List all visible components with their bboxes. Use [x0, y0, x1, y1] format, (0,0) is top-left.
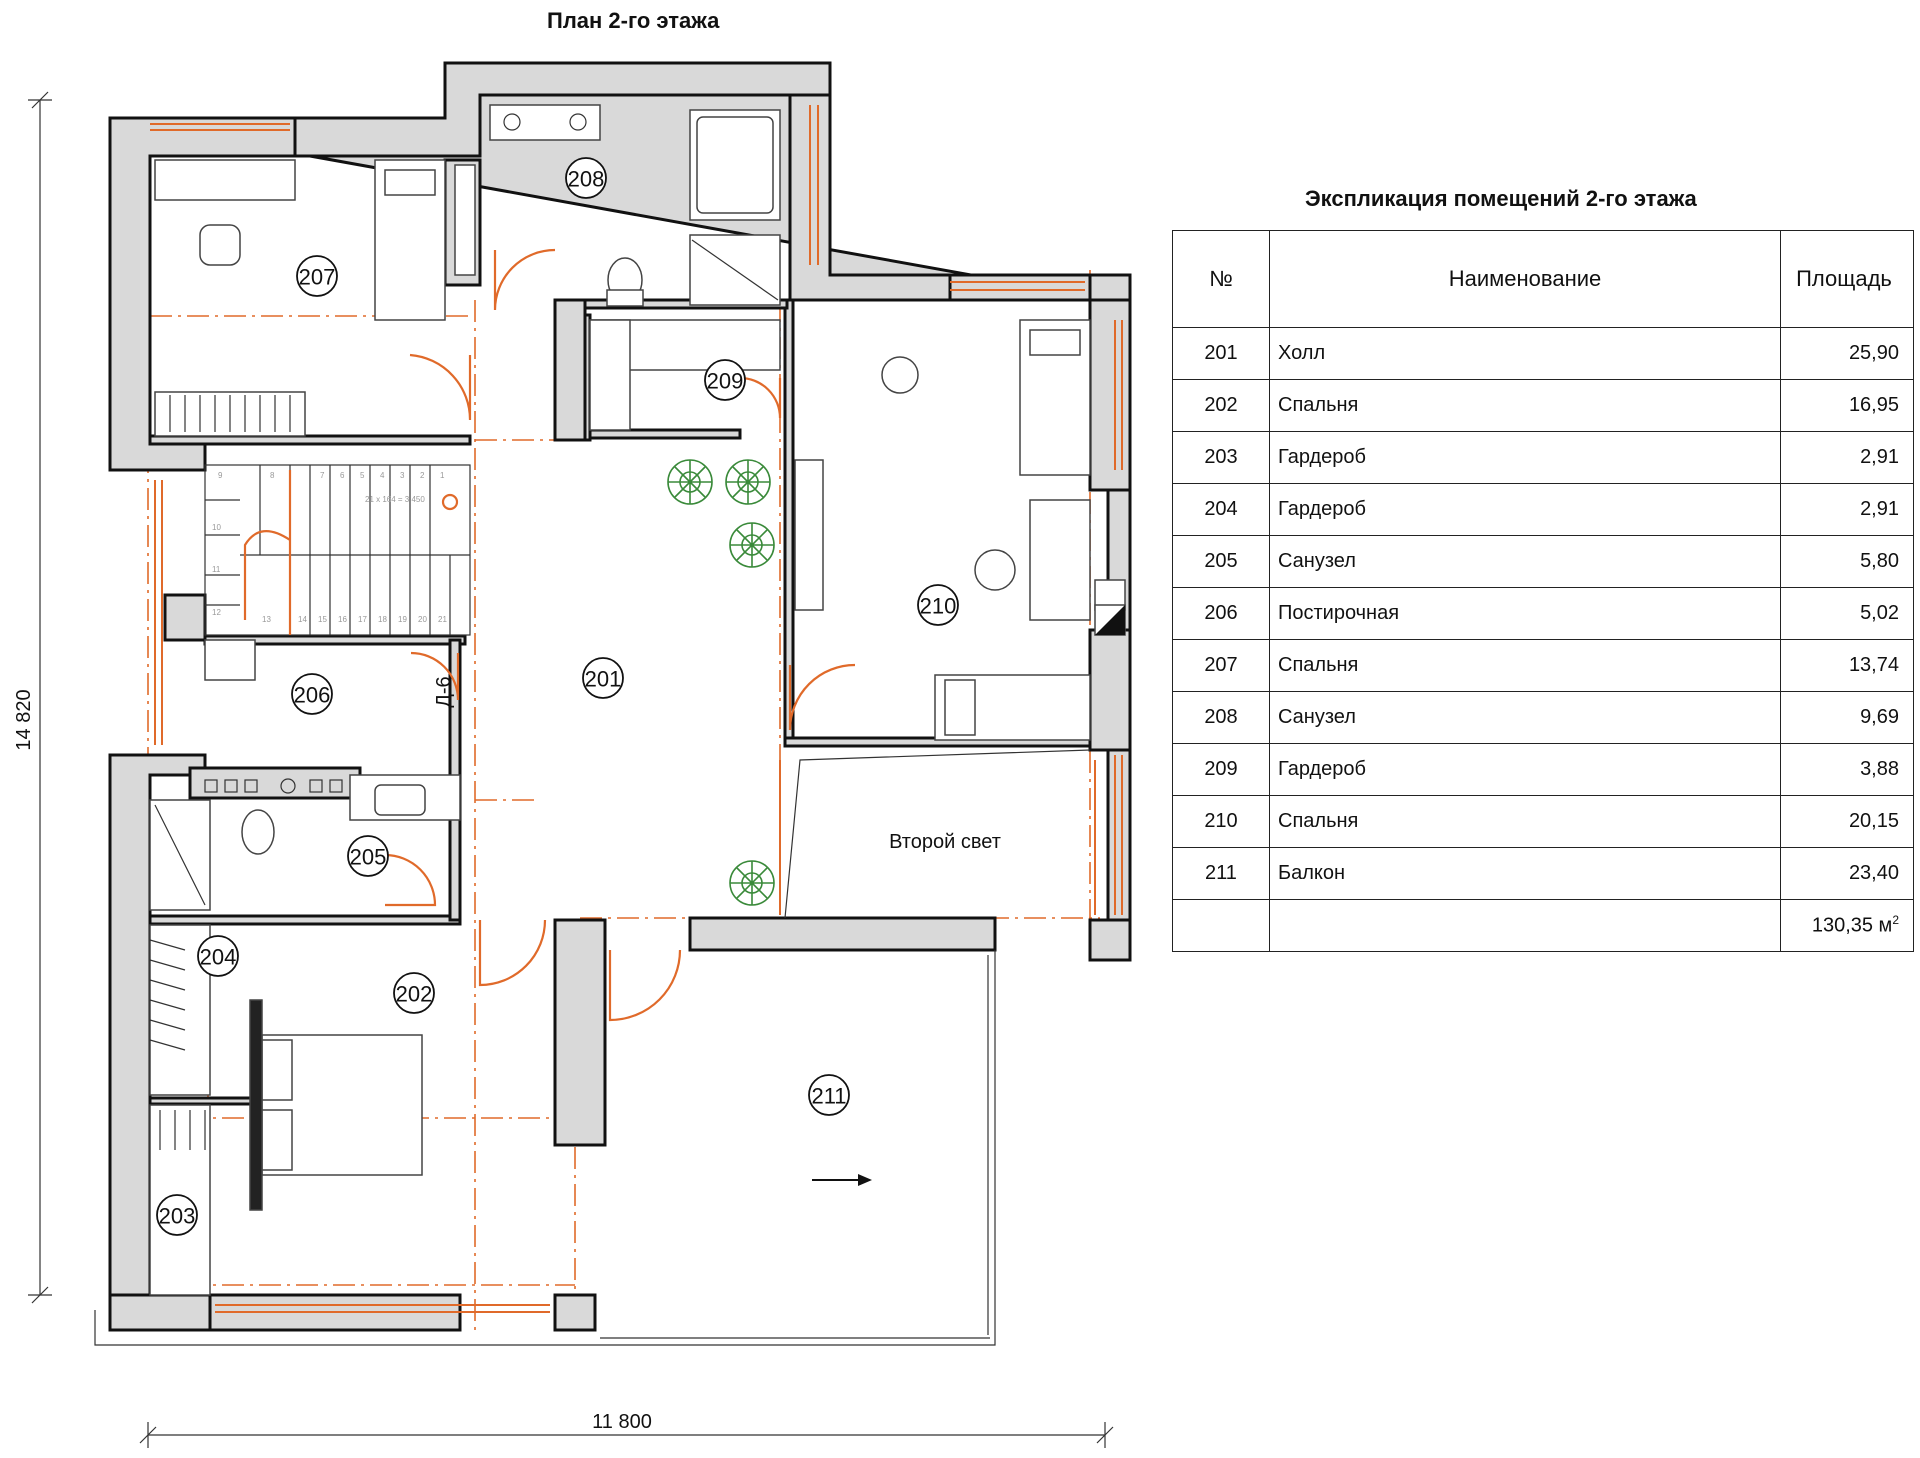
table-row: [1173, 640, 1914, 692]
second-light-label: Второй свет: [889, 831, 1001, 853]
svg-text:207: 207: [298, 264, 336, 290]
second-light-area: [785, 750, 1090, 918]
svg-text:211: 211: [811, 1083, 847, 1109]
table-body: [1173, 328, 1914, 900]
total-value: 130,35 м: [1811, 914, 1893, 937]
cell-name: Холл: [1270, 328, 1781, 380]
room-tag-206: [292, 674, 332, 714]
cell-area: 13,74: [1781, 640, 1914, 692]
svg-text:15: 15: [318, 615, 327, 624]
svg-text:11: 11: [212, 565, 221, 574]
svg-text:1: 1: [440, 471, 445, 480]
room-schedule-table: [1172, 230, 1914, 952]
cell-area: 16,95: [1781, 380, 1914, 432]
svg-text:21: 21: [438, 615, 447, 624]
cell-name: Спальня: [1270, 380, 1781, 432]
svg-text:19: 19: [398, 615, 407, 624]
room-tag-211: [809, 1075, 849, 1115]
cell-num: 201: [1173, 328, 1270, 380]
svg-text:17: 17: [358, 615, 367, 624]
room-tag-201: [583, 658, 623, 698]
table-total-row: [1173, 900, 1914, 952]
cell-area: 5,02: [1781, 588, 1914, 640]
stair-note: 21 х 164 = 3 450: [365, 495, 425, 504]
table-row: [1173, 536, 1914, 588]
svg-text:6: 6: [340, 471, 345, 480]
svg-text:18: 18: [378, 615, 387, 624]
cell-num: 208: [1173, 692, 1270, 744]
room-tag-203: [157, 1195, 197, 1235]
room-tag-207: [297, 256, 337, 296]
room-tag-204: [198, 936, 238, 976]
svg-text:8: 8: [270, 471, 275, 480]
cell-num: 207: [1173, 640, 1270, 692]
cell-num: 211: [1173, 848, 1270, 900]
cell-num: 202: [1173, 380, 1270, 432]
header-area: Площадь: [1781, 231, 1914, 328]
cell-num: 209: [1173, 744, 1270, 796]
total-unit-sup: 2: [1892, 913, 1899, 928]
svg-text:204: 204: [199, 944, 237, 970]
cell-name: Балкон: [1270, 848, 1781, 900]
room-tag-210: [918, 585, 958, 625]
plant-icon: [730, 523, 774, 567]
plant-icon: [730, 861, 774, 905]
plants: [668, 460, 774, 905]
table-title: Экспликация помещений 2-го этажа: [1305, 186, 1697, 211]
total-empty-num: [1173, 900, 1270, 952]
table-row: [1173, 692, 1914, 744]
cell-area: 5,80: [1781, 536, 1914, 588]
cell-name: Санузел: [1270, 536, 1781, 588]
room-tag-208: [566, 158, 606, 198]
header-num: №: [1173, 231, 1270, 328]
cell-area: 9,69: [1781, 692, 1914, 744]
plant-icon: [668, 460, 712, 504]
svg-text:13: 13: [262, 615, 271, 624]
cell-num: 203: [1173, 432, 1270, 484]
table-row: [1173, 588, 1914, 640]
table-row: [1173, 744, 1914, 796]
table-row: [1173, 848, 1914, 900]
cell-area: 25,90: [1781, 328, 1914, 380]
cell-num: 204: [1173, 484, 1270, 536]
svg-text:208: 208: [567, 166, 605, 192]
cell-name: Постирочная: [1270, 588, 1781, 640]
table-row: [1173, 432, 1914, 484]
header-name: Наименование: [1270, 231, 1781, 328]
svg-text:7: 7: [320, 471, 325, 480]
total-empty-name: [1270, 900, 1781, 952]
svg-text:9: 9: [218, 471, 223, 480]
width-dimension: [140, 1411, 1113, 1448]
door-label-d6: Д-6: [433, 676, 455, 708]
svg-text:3: 3: [400, 471, 405, 480]
staircase: [205, 465, 470, 635]
table-row: [1173, 328, 1914, 380]
svg-text:201: 201: [584, 666, 622, 692]
svg-text:206: 206: [293, 682, 331, 708]
svg-text:2: 2: [420, 471, 425, 480]
cell-name: Санузел: [1270, 692, 1781, 744]
svg-text:203: 203: [158, 1203, 196, 1229]
svg-text:20: 20: [418, 615, 427, 624]
table-row: [1173, 380, 1914, 432]
table-row: [1173, 796, 1914, 848]
svg-text:205: 205: [349, 844, 387, 870]
total-area: [1781, 900, 1914, 952]
svg-text:5: 5: [360, 471, 365, 480]
height-dimension: [13, 92, 52, 1303]
svg-text:4: 4: [380, 471, 385, 480]
plant-icon: [726, 460, 770, 504]
cell-name: Гардероб: [1270, 744, 1781, 796]
svg-text:14: 14: [298, 615, 307, 624]
svg-text:12: 12: [212, 608, 221, 617]
cell-name: Гардероб: [1270, 432, 1781, 484]
cell-name: Спальня: [1270, 796, 1781, 848]
height-dimension-label: 14 820: [13, 689, 35, 751]
room-tag-209: [705, 360, 745, 400]
svg-text:10: 10: [212, 523, 221, 532]
plan-title: План 2-го этажа: [547, 8, 720, 33]
cell-area: 2,91: [1781, 484, 1914, 536]
table-row: [1173, 484, 1914, 536]
cell-area: 23,40: [1781, 848, 1914, 900]
table-header-row: [1173, 231, 1914, 328]
cell-area: 2,91: [1781, 432, 1914, 484]
svg-text:210: 210: [919, 593, 957, 619]
slope-arrow-icon: [812, 1174, 872, 1186]
svg-text:202: 202: [395, 981, 433, 1007]
cell-num: 205: [1173, 536, 1270, 588]
cell-area: 3,88: [1781, 744, 1914, 796]
svg-text:16: 16: [338, 615, 347, 624]
cell-num: 206: [1173, 588, 1270, 640]
width-dimension-label: 11 800: [592, 1411, 652, 1433]
cell-area: 20,15: [1781, 796, 1914, 848]
cell-num: 210: [1173, 796, 1270, 848]
room-tag-202: [394, 973, 434, 1013]
svg-text:209: 209: [706, 368, 744, 394]
cell-name: Гардероб: [1270, 484, 1781, 536]
cell-name: Спальня: [1270, 640, 1781, 692]
room-tag-205: [348, 836, 388, 876]
